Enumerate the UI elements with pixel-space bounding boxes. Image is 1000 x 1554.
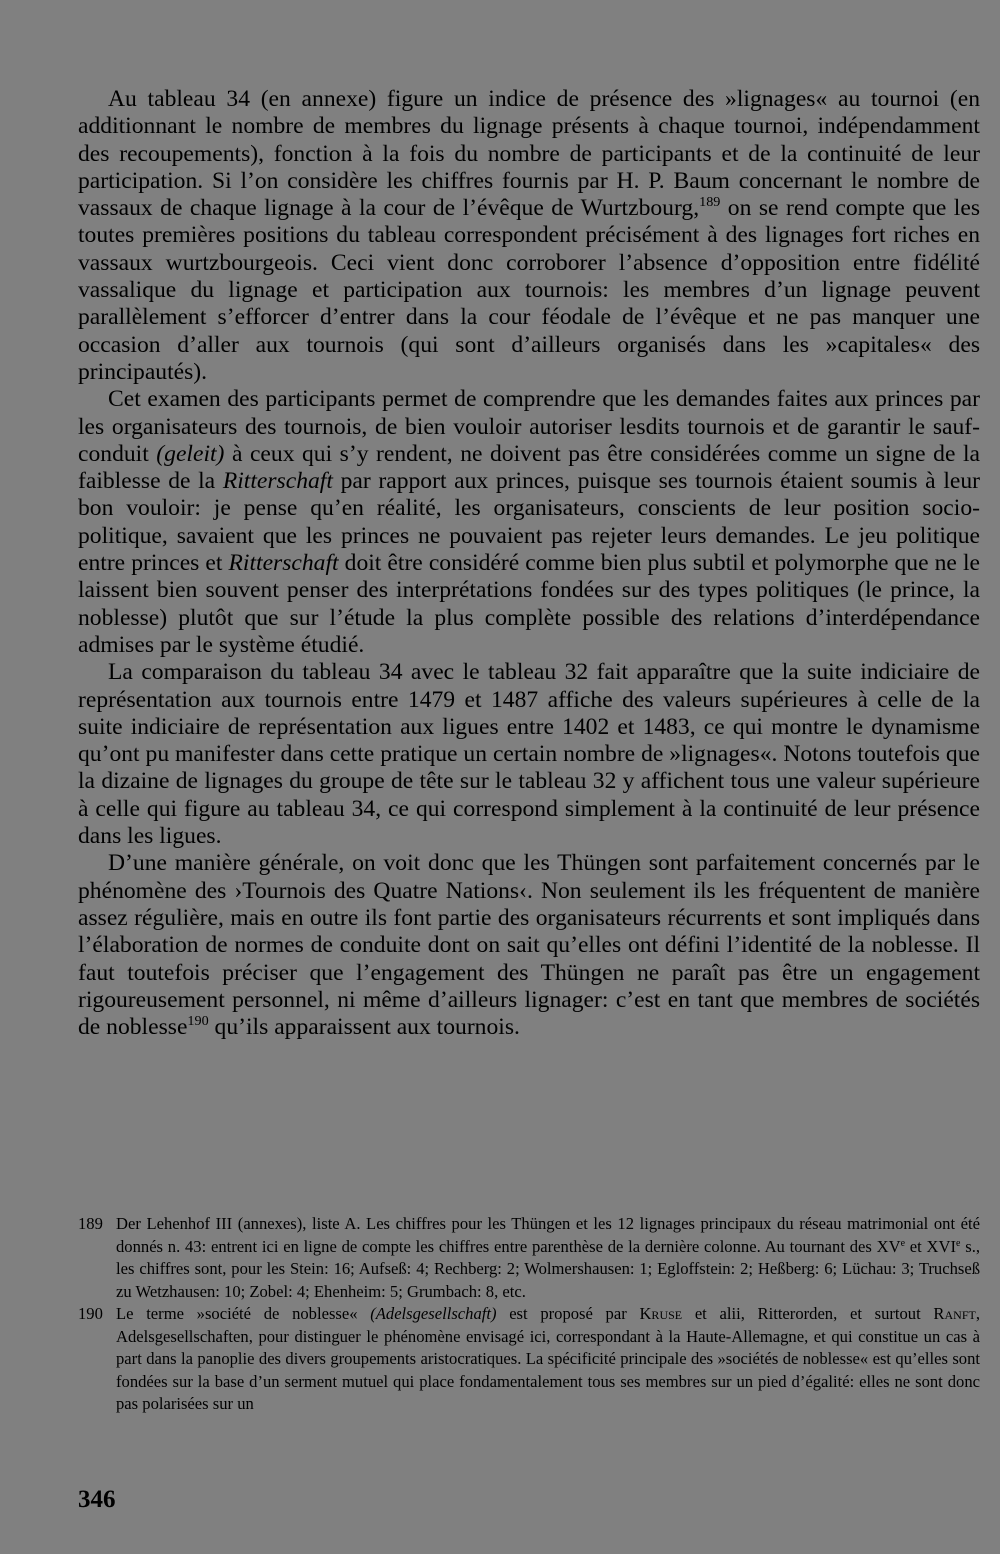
paragraph: [78, 86, 980, 386]
footnotes: [78, 1213, 980, 1416]
text-run: Le terme »société de noblesse«: [116, 1304, 371, 1323]
text-run: à ceux qui s’y rendent, ne doivent pas être considérées comme un signe de la faiblesse de la: [78, 440, 980, 495]
paragraph: [78, 386, 980, 659]
text-run: doit être considéré comme bien plus subtil et polymorphe que ne le laissent bien souvent penser des interprétations fondées sur des types politiques (le prince, la noblesse) plutôt que sur l’étude la plus complète possible des relations d’interdépendance admises par le système étudié.: [78, 550, 980, 658]
text-run: D’une manière générale, on voit donc que les Thüngen sont parfaitement concernés par le phénomène des ›Tournois des Quatre Nations‹. Non seulement ils les fréquentent de manière assez régulière, mais en outre ils font partie des organisateurs récurrents et sont impliqués dans l’élaboration de normes de conduite dont on sait qu’elles ont défini l’identité de la noblesse. Il faut toutefois préciser que l’engagement des Thüngen ne paraît pas être un engagement rigoureusement personnel, ni même d’ailleurs lignager: c’est en tant que membres de sociétés de noblesse: [78, 850, 980, 1041]
text-run: Ritterschaft: [222, 468, 333, 495]
paragraph: [78, 659, 980, 850]
footnote-text: [116, 1213, 980, 1303]
text-run: on se rend compte que les toutes premières positions du tableau correspondent précisément à des lignages fort riches en vassaux wurtzbourgeois. Ceci vient donc corroborer l’absence d’opposition entre fidélité vassalique du lignage et participation aux tournois: les membres d’un lignage peuvent parallèlement s’efforcer d’entrer dans la cour féodale de l’évêque et ne pas manquer une occasion d’aller aux tournois (qui sont d’ailleurs organisés dans les »capitales« des principautés).: [78, 195, 980, 385]
page-body: [78, 86, 980, 1041]
text-run: est proposé par: [496, 1304, 640, 1323]
footnote-number: 189: [78, 1214, 103, 1233]
text-run: Ranft: [933, 1304, 976, 1323]
text-run: Ritterschaft: [228, 550, 339, 577]
text-run: et XVI: [905, 1236, 957, 1256]
text-run: (Adelsgesellschaft): [370, 1304, 497, 1323]
footnote: [78, 1213, 980, 1303]
footnote-ref: 190: [187, 1013, 209, 1030]
text-run: Cet examen des participants permet de comprendre que les demandes faites aux princes par les organisateurs des tournois, de bien vouloir autoriser lesdits tournois et de garantir le sauf-conduit: [78, 386, 980, 467]
paragraph: [78, 850, 980, 1041]
text-run: et alii, Ritterorden, et surtout: [682, 1304, 934, 1323]
footnote-ref: e: [900, 1237, 906, 1249]
text-run: qu’ils apparaissent aux tournois.: [208, 1014, 520, 1041]
footnote: [78, 1303, 980, 1416]
footnote-text: [116, 1303, 980, 1416]
text-run: Au tableau 34 (en annexe) figure un indice de présence des »lignages« au tournoi (en additionnant le nombre de membres du lignage présents à chaque tournoi, indépendamment des recoupements), fonction à la fois du nombre de participants et de la continuité de leur participation. Si l’on considère les chiffres fournis par H. P. Baum concernant le nombre de vassaux de chaque lignage à la cour de l’évêque de Wurtzbourg,: [78, 86, 980, 222]
footnote-number: 190: [78, 1304, 103, 1323]
text-run: (geleit): [156, 440, 225, 467]
footnote-ref: 189: [699, 194, 721, 211]
text-run: par rapport aux princes, puisque ses tournois étaient soumis à leur bon vouloir: je pense qu’en réalité, les organisateurs, conscients de leur position socio-politique, savaient que les princes ne pouvaient pas rejeter leurs demandes. Le jeu politique entre princes et: [78, 468, 980, 577]
text-run: Der Lehenhof III (annexes), liste A. Les chiffres pour les Thüngen et les 12 lignages principaux du réseau matrimonial ont été donnés n. 43: entrent ici en ligne de compte les chiffres entre parenthèse de la dernière colonne. Au tournant des XV: [116, 1214, 980, 1256]
page-number: 346: [78, 1486, 116, 1513]
text-run: Kruse: [639, 1304, 683, 1323]
main-text: [78, 86, 980, 1041]
text-run: , Adelsgesellschaften, pour distinguer le phénomène envisagé ici, correspondant à la Haute-Allemagne, et qui constitue un cas à part dans la panoplie des divers groupements aristocratiques. La spécificité principale des »sociétés de noblesse« est qu’elles sont fondées sur la base d’un serment mutuel qui place fondamentalement tous ses membres sur un pied d’égalité: elles ne sont donc pas polarisées sur un: [116, 1304, 980, 1413]
footnote-ref: e: [956, 1237, 961, 1249]
text-run: s., les chiffres sont, pour les Stein: 16; Aufseß: 4; Rechberg: 2; Wolmershausen: 1; Egloffstein: 2; Heßberg: 6; Lüchau: 3; Truchseß zu Wetzhausen: 10; Zobel: 4; Ehenheim: 5; Grumbach: 8, etc.: [116, 1236, 981, 1301]
text-run: La comparaison du tableau 34 avec le tableau 32 fait apparaître que la suite indiciaire de représentation aux tournois entre 1479 et 1487 affiche des valeurs supérieures à celle de la suite indiciaire de représentation aux ligues entre 1402 et 1483, ce qui montre le dynamisme qu’ont pu manifester dans cette pratique un certain nombre de »lignages«. Notons toutefois que la dizaine de lignages du groupe de tête sur le tableau 32 y affichent tous une valeur supérieure à celle qui figure au tableau 34, ce qui correspond simplement à la continuité de leur présence dans les ligues.: [78, 659, 980, 850]
